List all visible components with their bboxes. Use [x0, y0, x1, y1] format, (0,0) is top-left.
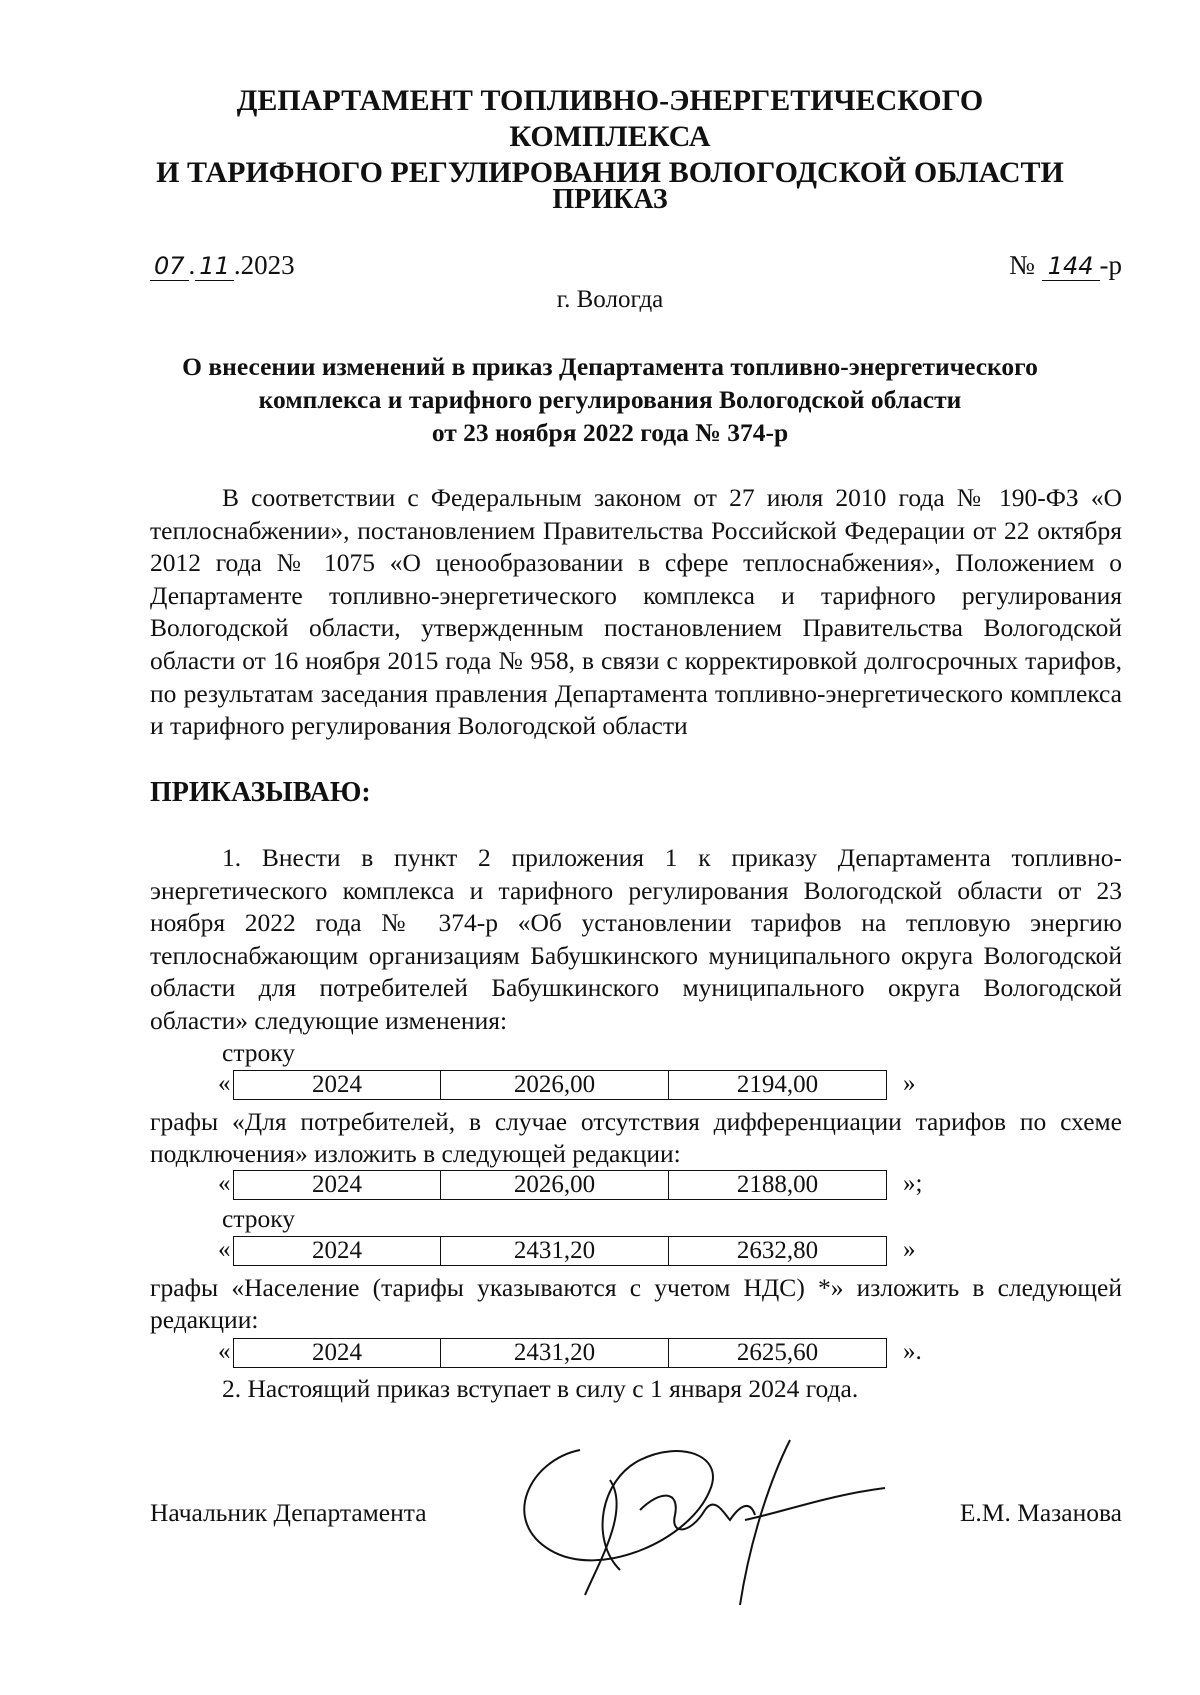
row-2-value-2: 2188,00 — [669, 1170, 887, 1200]
row-2-value-1: 2026,00 — [441, 1170, 669, 1200]
open-quote-2: « — [218, 1170, 231, 1197]
signer-name: Е.М. Мазанова — [959, 1498, 1122, 1527]
tariff-row-2 — [233, 1170, 887, 1200]
preamble-paragraph: В соответствии с Федеральным законом от 27 июля 2010 года № 190-ФЗ «О теплоснабжении», постановлением Правительства Российской Федерации от 22 октября 2012 года № 1075 «О ценообразовании в сфере теплоснабжения», Положением о Департаменте топливно-энергетического комплекса и тарифного регулирования Вологодской области, утвержденным постановлением Правительства Вологодской области от 16 ноября 2015 года № 958, в связи с корректировкой долгосрочных тарифов, по результатам заседания правления Департамента топливно-энергетического комплекса и тарифного регулирования Вологодской области — [150, 483, 1122, 741]
open-quote-3: « — [218, 1236, 231, 1263]
document-type: ПРИКАЗ — [552, 184, 668, 215]
row-3-value-2: 2632,80 — [669, 1236, 887, 1266]
row-3-year: 2024 — [233, 1236, 441, 1266]
signer-position: Начальник Департамента — [150, 1498, 427, 1527]
close-quote-3: » — [903, 1236, 916, 1263]
number-prefix: № — [1009, 250, 1035, 280]
close-quote-4: ». — [903, 1338, 922, 1365]
date-year: .2023 — [233, 250, 295, 280]
row-1-value-2: 2194,00 — [669, 1070, 887, 1100]
date-month: 11 — [195, 252, 234, 281]
subject-line-2: комплекса и тарифного регулирования Вологодской области — [258, 385, 962, 414]
row-2-year: 2024 — [233, 1170, 441, 1200]
date-day: 07 — [150, 252, 189, 281]
document-number — [1009, 250, 1122, 281]
document-city: г. Вологда — [556, 286, 664, 313]
tariff-row-4 — [233, 1338, 887, 1368]
open-quote-4: « — [218, 1338, 231, 1365]
row-4-year: 2024 — [233, 1338, 441, 1368]
clause-1-paragraph: 1. Внести в пункт 2 приложения 1 к приказу Департамента топливно-энергетического комплекса и тарифного регулирования Вологодской области от 23 ноября 2022 года № 374-р «Об установлении тарифов на тепловую энергию теплоснабжающим организациям Бабушкинского муниципального округа Вологодской области для потребителей Бабушкинского муниципального округа Вологодской области» следующие изменения: — [150, 843, 1122, 1035]
department-line-2: И ТАРИФНОГО РЕГУЛИРОВАНИЯ ВОЛОГОДСКОЙ ОБЛАСТИ — [156, 156, 1064, 189]
department-header — [150, 83, 1070, 191]
number-value: 144 — [1042, 252, 1100, 281]
number-suffix: -р — [1099, 250, 1122, 280]
open-quote-1: « — [218, 1070, 231, 1097]
row-1-value-1: 2026,00 — [441, 1070, 669, 1100]
close-quote-2: »; — [903, 1170, 923, 1197]
document-subject — [150, 350, 1070, 449]
subject-line-1: О внесении изменений в приказ Департамента топливно-энергетического — [182, 352, 1038, 381]
subject-line-3: от 23 ноября 2022 года № 374-р — [431, 418, 789, 447]
handwritten-signature — [490, 1420, 910, 1610]
tariff-row-3 — [233, 1236, 887, 1266]
department-line-1: ДЕПАРТАМЕНТ ТОПЛИВНО-ЭНЕРГЕТИЧЕСКОГО КОМПЛЕКСА — [236, 84, 984, 153]
row-4-value-1: 2431,20 — [441, 1338, 669, 1368]
document-date: 07 . 11 .2023 — [150, 250, 295, 281]
clause-2-paragraph: 2. Настоящий приказ вступает в силу с 1 января 2024 года. — [222, 1374, 859, 1403]
population-text: графы «Население (тарифы указываются с учетом НДС) *» изложить в следующей редакции: — [150, 1273, 1122, 1334]
orders-heading: ПРИКАЗЫВАЮ: — [150, 777, 371, 808]
row-1-year: 2024 — [233, 1070, 441, 1100]
close-quote-1: » — [903, 1070, 916, 1097]
tariff-row-1 — [233, 1070, 887, 1100]
word-line-1: строку — [222, 1038, 296, 1067]
consumers-text: графы «Для потребителей, в случае отсутствия дифференциации тарифов по схеме подключения» изложить в следующей редакции: — [150, 1107, 1122, 1168]
word-line-2: строку — [222, 1204, 296, 1233]
row-3-value-1: 2431,20 — [441, 1236, 669, 1266]
row-4-value-2: 2625,60 — [669, 1338, 887, 1368]
